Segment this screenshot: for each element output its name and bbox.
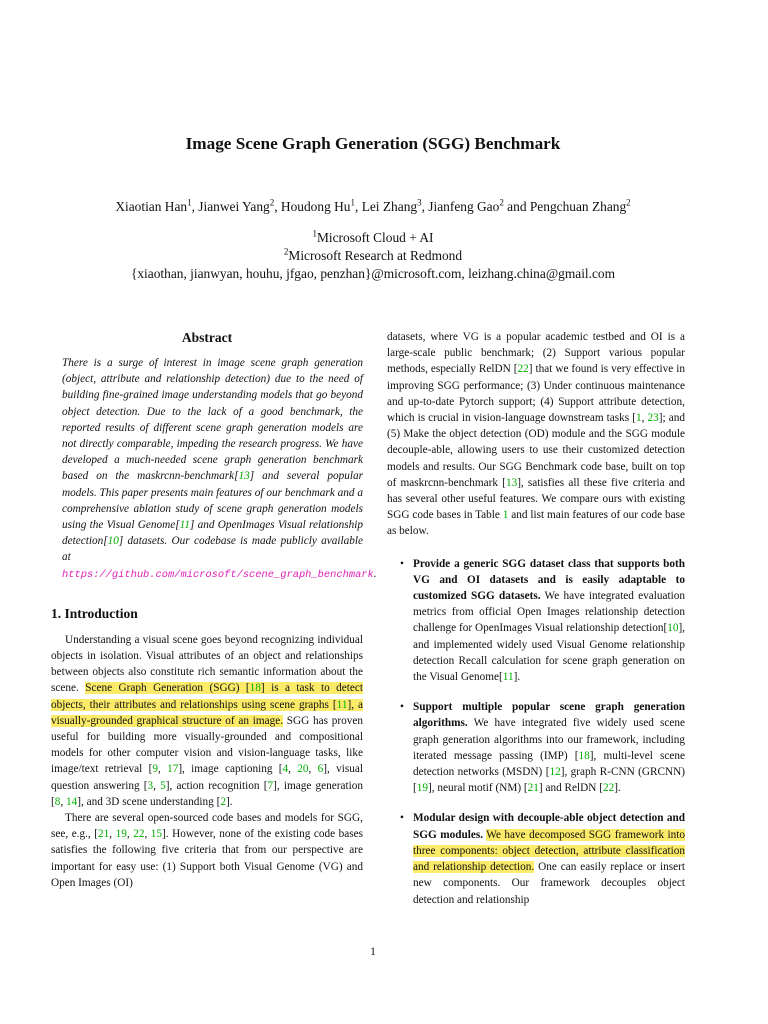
author-sup: 2 (499, 197, 504, 208)
body-text: There are several open-sourced code bases and models for SGG, see, e.g., [ (51, 812, 363, 841)
body-text: We have integrated evaluation metrics from official Open Images relationship detection challenge for OpenImages Visual relationship detection[ (413, 590, 685, 635)
author-list (0, 199, 746, 215)
feature-item (387, 699, 685, 796)
citation-link[interactable]: 5 (160, 779, 166, 792)
citation-link[interactable]: 21 (527, 782, 539, 795)
abstract-text: . (373, 567, 377, 580)
citation-link[interactable]: 6 (317, 763, 324, 776)
right-column (387, 329, 685, 922)
citation-link[interactable]: 8 (54, 795, 61, 808)
body-text: We have integrated five widely used scene graph generation algorithms into our framework, including iterated message passing (IMP) [ (413, 717, 685, 762)
body-text: ], and 3D scene understanding [ (77, 795, 221, 808)
citation-link[interactable]: 10 (107, 535, 119, 548)
abstract-text: ] and OpenImages Visual relationship detection[ (62, 519, 363, 548)
author-sup: 2 (626, 197, 631, 208)
author-sup: 2 (269, 197, 275, 208)
body-text: ] and RelDN [ (538, 782, 603, 795)
body-text: ], action recognition [ (165, 779, 268, 792)
body-text: ], neural motif (NM) [ (428, 782, 528, 795)
separator: , (153, 779, 161, 792)
body-text: ], and implemented widely used Visual Genome relationship detection Recall calculation for scene graph generation on the Visual Genome[ (413, 622, 685, 684)
github-url-link[interactable]: https://github.com/microsoft/scene_graph_benchmark (62, 568, 374, 581)
author-sep: , (274, 199, 281, 214)
citation-link[interactable]: 19 (115, 828, 127, 841)
paper-title: Image Scene Graph Generation (SGG) Benchmark (185, 134, 561, 153)
citation-link[interactable]: 18 (249, 682, 261, 695)
citation-link[interactable]: 13 (505, 476, 518, 489)
body-text: ] that we found is very effective in improving SGG performance; (3) Under continuous maintenance and up-to-date Pytorch support; (4) Support attribute detection, which is crucial in vision-language downstream tasks [ (387, 363, 685, 425)
citation-link[interactable]: 12 (549, 766, 561, 779)
separator: , (144, 828, 151, 841)
highlighted-text: We have decomposed SGG framework into three components: object detection, attribute classification and relationship detection. (413, 828, 686, 874)
intro-paragraph (51, 810, 363, 891)
citation-link[interactable]: 11 (336, 698, 348, 711)
citation-link[interactable]: 23 (647, 412, 659, 425)
separator: , (288, 763, 298, 776)
citation-link[interactable]: 19 (416, 782, 428, 795)
page-number: 1 (370, 946, 376, 958)
highlight-span: Scene Graph Generation (SGG) [ (85, 682, 250, 695)
body-text: One can easily replace or insert new components. Our framework decouples object detection and relationship (413, 861, 686, 906)
affiliation-text: Microsoft Research at Redmond (288, 248, 463, 263)
citation-link[interactable]: 15 (150, 828, 163, 841)
body-text: and list main features of our code base as below. (387, 509, 685, 538)
separator: , (60, 795, 66, 808)
body-text: ], image captioning [ (178, 763, 283, 776)
body-text: ], image generation [ (51, 779, 364, 808)
feature-item (387, 556, 685, 686)
section-heading-introduction: 1. Introduction (51, 605, 138, 621)
author-emails: {xiaothan, jianwyan, houhu, jfgao, penzhan}@microsoft.com, leizhang.china@gmail.com (130, 266, 616, 281)
separator: , (109, 828, 116, 841)
body-text: ]. However, none of the existing code bases satisfies the following five criteria that from our perspective are important for easy use: (1) Support both Visual Genome (VG) and Open Images (OI) (51, 828, 364, 889)
left-column (51, 329, 377, 891)
body-text: ], multi-level scene detection networks (MSDN) [ (413, 749, 686, 779)
author-name: Xiaotian Han (115, 199, 188, 214)
citation-link[interactable]: 17 (167, 763, 179, 776)
highlight-span: ] is a task to detect objects, their attributes and relationships using scene graphs [ (51, 682, 363, 711)
affiliation-text: Microsoft Cloud + AI (316, 230, 434, 245)
body-text: ], graph R-CNN (GRCNN) [ (413, 766, 685, 795)
body-text: ], visual question answering [ (51, 763, 364, 792)
feature-title: Modular design with decouple-able object detection and SGG modules. (413, 812, 685, 841)
abstract-heading: Abstract (181, 330, 233, 345)
author-name: Houdong Hu (280, 199, 351, 214)
feature-title: Support multiple popular scene graph generation algorithms. (413, 701, 685, 730)
citation-link[interactable]: 22 (517, 363, 529, 376)
body-text: Understanding a visual scene goes beyond recognizing individual objects in isolation. Visual attributes of an object and relationships between objects also constitute rich semantic information about the scene. (51, 633, 363, 695)
citation-link[interactable]: 22 (602, 782, 615, 795)
citation-link[interactable]: 20 (297, 763, 309, 776)
abstract-text: ] datasets. Our codebase is made publicly available at (62, 535, 363, 564)
affiliation-sup: 1 (312, 228, 317, 239)
body-text: datasets, where VG is a popular academic testbed and OI is a large-scale public benchmark; (2) Support various popular methods, especially RelDN [ (387, 331, 685, 376)
citation-link[interactable]: 18 (578, 749, 590, 762)
citation-link[interactable]: 11 (502, 671, 514, 684)
separator: , (157, 763, 168, 776)
citation-link[interactable]: 13 (238, 470, 250, 483)
citation-link[interactable]: 22 (133, 828, 145, 841)
citation-link[interactable]: 21 (98, 828, 110, 841)
body-text: SGG has proven useful for building more visually-grounded and compositional models for other computer vision and vision-language tasks, like image/text retrieval [ (51, 714, 363, 776)
bullet-icon: • (400, 557, 404, 570)
citation-link[interactable]: 1 (636, 412, 642, 425)
author-sep: , (421, 199, 429, 214)
citation-link[interactable]: 7 (267, 779, 274, 792)
body-text: ]. (614, 782, 621, 795)
table-ref-link[interactable]: 1 (502, 509, 509, 522)
separator: , (641, 412, 648, 425)
affiliation-2 (0, 248, 746, 264)
bullet-icon: • (400, 812, 404, 825)
separator: , (308, 763, 318, 776)
body-text: ], satisfies all these five criteria and has several other useful features. We compare ours with existing SGG code bases in Table (387, 476, 685, 522)
author-name: Jianfeng Gao (428, 199, 500, 214)
citation-link[interactable]: 9 (152, 763, 158, 776)
body-text: ]. (513, 671, 521, 684)
body-text: ]; and (5) Make the object detection (OD) module and the SGG module decouple-able, allowing users to use their customized detection models and results. Our SGG Benchmark code base, built on top of maskrcnn-benchmark [ (387, 412, 685, 489)
author-sup: 1 (350, 197, 355, 208)
abstract-body (62, 355, 377, 583)
author-sep: and (503, 199, 530, 214)
citation-link[interactable]: 14 (66, 795, 78, 808)
body-text: ]. (225, 795, 233, 808)
citation-link[interactable]: 4 (282, 763, 289, 776)
author-name: Lei Zhang (361, 199, 418, 214)
separator: , (126, 828, 134, 841)
intro-paragraph (51, 632, 363, 810)
author-name: Pengchuan Zhang (529, 199, 627, 214)
highlight-span: ], a visually-grounded graphical structure of an image. (51, 698, 363, 727)
author-sup: 1 (187, 197, 192, 208)
feature-list (387, 556, 685, 908)
abstract-text: There is a surge of interest in image scene graph generation (object, attribute and relationship detection) due to the need of building fine-grained image understanding models that go beyond object detection. Due to the lack of a good benchmark, the reported results of different scene graph generation models are not directly comparable, impeding the research progress. We have developed a much-needed scene graph generation benchmark based on the maskrcnn-benchmark[ (62, 357, 363, 483)
citation-link[interactable]: 2 (220, 795, 226, 808)
citation-link[interactable]: 10 (667, 622, 679, 635)
author-sep: , (191, 199, 199, 214)
citation-link[interactable]: 3 (147, 779, 154, 792)
author-name: Jianwei Yang (198, 199, 270, 214)
citation-link[interactable]: 11 (179, 519, 191, 532)
affiliation-sup: 2 (283, 246, 289, 257)
intro-paragraph-continued (387, 329, 685, 540)
feature-title: Provide a generic SGG dataset class that supports both VG and OI datasets and is easily adaptable to customized SGG datasets. (413, 557, 685, 603)
author-sep: , (354, 199, 362, 214)
abstract-text: ] and several popular models. This paper presents main features of our benchmark and a comprehensive ablation study of scene graph generation models using the Visual Genome[ (62, 470, 364, 532)
affiliation-1 (0, 230, 746, 246)
bullet-icon: • (400, 701, 404, 714)
feature-item (387, 810, 685, 907)
author-sup: 3 (417, 197, 422, 208)
